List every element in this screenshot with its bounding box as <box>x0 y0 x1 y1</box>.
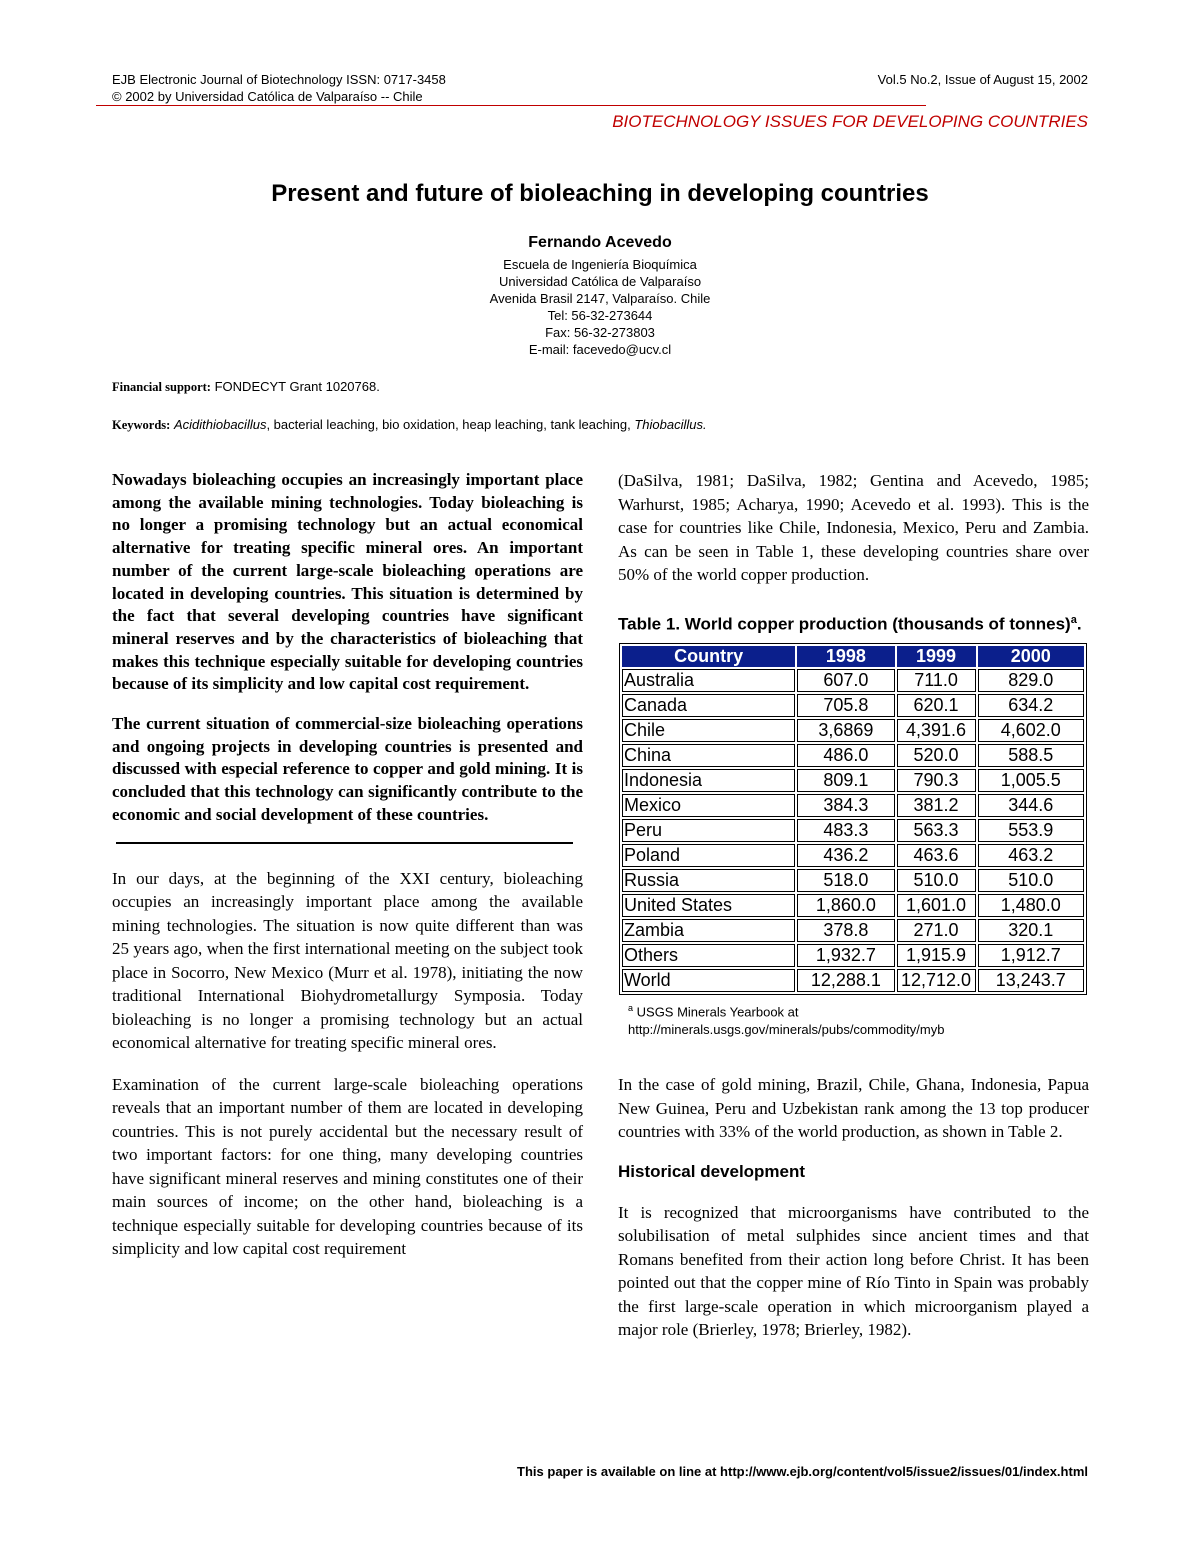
footnote-mark: a <box>628 1003 634 1014</box>
table-caption-footnote-mark: a <box>1070 613 1077 626</box>
country-cell: United States <box>622 894 795 917</box>
author-name: Fernando Acevedo <box>528 234 672 251</box>
footnote-url: http://minerals.usgs.gov/minerals/pubs/commodity/myb <box>628 1022 945 1038</box>
issue-line: Vol.5 No.2, Issue of August 15, 2002 <box>877 72 1088 87</box>
section-heading: Historical development <box>618 1161 806 1181</box>
value-cell: 12,712.0 <box>897 969 976 992</box>
value-cell: 705.8 <box>797 694 894 717</box>
value-cell: 384.3 <box>797 794 894 817</box>
value-cell: 1,912.7 <box>978 944 1084 967</box>
value-cell: 510.0 <box>897 869 976 892</box>
column-header: 1999 <box>897 646 976 667</box>
value-cell: 320.1 <box>978 919 1084 942</box>
keyword-italic: Thiobacillus. <box>634 417 707 432</box>
affiliation-line: E-mail: facevedo@ucv.cl <box>528 342 672 357</box>
article-title: Present and future of bioleaching in developing countries <box>271 180 929 207</box>
value-cell: 463.2 <box>978 844 1084 867</box>
financial-support <box>112 379 380 395</box>
value-cell: 4,602.0 <box>978 719 1084 742</box>
keyword-list: , bacterial leaching, bio oxidation, heap leaching, tank leaching, <box>266 417 631 432</box>
country-cell: Canada <box>622 694 795 717</box>
body-paragraph: Examination of the current large-scale bioleaching operations reveals that an important number of them are located in developing countries. This is not purely accidental but the necessary result of two important factors: for one thing, many developing countries have significant mineral reserves and mining constitutes one of their main sources of income; on the other hand, bioleaching is a technique especially suitable for developing countries because of its simplicity and low capital cost requirement <box>112 1074 583 1259</box>
value-cell: 483.3 <box>797 819 894 842</box>
country-cell: World <box>622 969 795 992</box>
country-cell: Russia <box>622 869 795 892</box>
table-row <box>622 894 1084 917</box>
abstract-paragraph: Nowadays bioleaching occupies an increasingly important place among the available mining technologies. Today bioleaching is no longer a promising technology but an actual economical alternative for treating specific mineral ores. An important number of the current large-scale bioleaching operations are located in developing countries. This situation is determined by the fact that several developing countries have significant mineral reserves and by the characteristics of bioleaching that makes this technique especially suitable for developing countries because of its simplicity and low capital cost requirement. <box>112 470 583 694</box>
value-cell: 4,391.6 <box>897 719 976 742</box>
table-row <box>622 869 1084 892</box>
value-cell: 563.3 <box>897 819 976 842</box>
table-row <box>622 794 1084 817</box>
table-body <box>622 669 1084 992</box>
value-cell: 1,005.5 <box>978 769 1084 792</box>
affiliation-line: Fax: 56-32-273803 <box>545 325 655 340</box>
value-cell: 12,288.1 <box>797 969 894 992</box>
section-label: BIOTECHNOLOGY ISSUES FOR DEVELOPING COUNTRIES <box>612 112 1088 131</box>
country-cell: Poland <box>622 844 795 867</box>
keywords-label: Keywords: <box>112 418 171 432</box>
table-caption-end: . <box>1076 614 1082 634</box>
value-cell: 3,6869 <box>797 719 894 742</box>
value-cell: 553.9 <box>978 819 1084 842</box>
footnote-text: USGS Minerals Yearbook at <box>636 1004 799 1020</box>
value-cell: 588.5 <box>978 744 1084 767</box>
affiliation-line: Avenida Brasil 2147, Valparaíso. Chile <box>489 291 711 306</box>
header-divider <box>96 105 926 106</box>
value-cell: 1,480.0 <box>978 894 1084 917</box>
value-cell: 436.2 <box>797 844 894 867</box>
affiliation-line: Tel: 56-32-273644 <box>547 308 653 323</box>
value-cell: 344.6 <box>978 794 1084 817</box>
table-row <box>622 669 1084 692</box>
affiliation-line: Universidad Católica de Valparaíso <box>498 274 702 289</box>
left-column <box>112 469 583 1261</box>
value-cell: 829.0 <box>978 669 1084 692</box>
value-cell: 463.6 <box>897 844 976 867</box>
affiliation-block <box>0 256 1200 358</box>
copyright-line: © 2002 by Universidad Católica de Valparaíso -- Chile <box>112 89 423 104</box>
footer-availability: This paper is available on line at http://www.ejb.org/content/vol5/issue2/issues/01/index.html <box>517 1464 1088 1479</box>
running-header-left <box>112 71 446 105</box>
value-cell: 271.0 <box>897 919 976 942</box>
body-paragraph: In our days, at the beginning of the XXI century, bioleaching occupies an increasingly important place among the available mining technologies. The situation is now quite different than was 25 years ago, when the first international meeting on the subject took place in Socorro, New Mexico (Murr et al. 1978), initiating the now traditional International Biohydrometallurgy Symposia. Today bioleaching is no longer a promising technology but an actual economical alternative for treating specific mineral ores. <box>112 868 583 1053</box>
column-header: 1998 <box>797 646 894 667</box>
value-cell: 518.0 <box>797 869 894 892</box>
table-row <box>622 969 1084 992</box>
value-cell: 13,243.7 <box>978 969 1084 992</box>
table-header-row <box>622 646 1084 667</box>
table-footnote <box>628 999 1089 1039</box>
country-cell: China <box>622 744 795 767</box>
body-paragraph: It is recognized that microorganisms have contributed to the solubilisation of metal sulphides since ancient times and that Romans benefited from their action long before Christ. It has been pointed out that the copper mine of Río Tinto in Spain was probably the first large-scale operation in which microorganism played a major role (Brierley, 1978; Brierley, 1982). <box>618 1202 1089 1340</box>
value-cell: 634.2 <box>978 694 1084 717</box>
body-paragraph: (DaSilva, 1981; DaSilva, 1982; Gentina and Acevedo, 1985; Warhurst, 1985; Acharya, 1990; Acevedo et al. 1993). This is the case for countries like Chile, Indonesia, Mexico, Peru and Zambia. As can be seen in Table 1, these developing countries share over 50% of the world copper production. <box>618 471 1089 584</box>
table-row <box>622 919 1084 942</box>
country-cell: Peru <box>622 819 795 842</box>
country-cell: Chile <box>622 719 795 742</box>
value-cell: 790.3 <box>897 769 976 792</box>
value-cell: 378.8 <box>797 919 894 942</box>
table-row <box>622 769 1084 792</box>
table-caption-text: Table 1. World copper production (thousands of tonnes) <box>618 614 1071 634</box>
table-row <box>622 844 1084 867</box>
value-cell: 520.0 <box>897 744 976 767</box>
country-cell: Zambia <box>622 919 795 942</box>
country-cell: Mexico <box>622 794 795 817</box>
table-row <box>622 744 1084 767</box>
country-cell: Indonesia <box>622 769 795 792</box>
value-cell: 809.1 <box>797 769 894 792</box>
copper-production-table <box>619 643 1087 995</box>
country-cell: Others <box>622 944 795 967</box>
value-cell: 381.2 <box>897 794 976 817</box>
abstract-paragraph: The current situation of commercial-size bioleaching operations and ongoing projects in developing countries is presented and discussed with especial reference to copper and gold mining. It is concluded that this technology can significantly contribute to the economic and social development of these countries. <box>112 714 583 824</box>
keyword-italic: Acidithiobacillus <box>173 417 267 432</box>
value-cell: 510.0 <box>978 869 1084 892</box>
value-cell: 711.0 <box>897 669 976 692</box>
value-cell: 620.1 <box>897 694 976 717</box>
value-cell: 1,932.7 <box>797 944 894 967</box>
financial-text: FONDECYT Grant 1020768. <box>214 379 380 394</box>
financial-label: Financial support: <box>112 380 211 394</box>
right-column <box>618 469 1089 1342</box>
table-row <box>622 694 1084 717</box>
table-caption <box>618 609 1089 636</box>
journal-line: EJB Electronic Journal of Biotechnology ISSN: 0717-3458 <box>112 72 446 87</box>
affiliation-line: Escuela de Ingeniería Bioquímica <box>503 257 697 272</box>
keywords <box>112 417 707 433</box>
table-row <box>622 944 1084 967</box>
value-cell: 1,601.0 <box>897 894 976 917</box>
column-header: 2000 <box>978 646 1084 667</box>
value-cell: 1,915.9 <box>897 944 976 967</box>
table-row <box>622 819 1084 842</box>
table-row <box>622 719 1084 742</box>
value-cell: 607.0 <box>797 669 894 692</box>
body-paragraph: In the case of gold mining, Brazil, Chile, Ghana, Indonesia, Papua New Guinea, Peru and Uzbekistan rank among the 13 top producer countries with 33% of the world production, as shown in Table 2. <box>618 1075 1089 1142</box>
country-cell: Australia <box>622 669 795 692</box>
value-cell: 486.0 <box>797 744 894 767</box>
abstract-divider <box>116 842 573 844</box>
column-header: Country <box>622 646 795 667</box>
value-cell: 1,860.0 <box>797 894 894 917</box>
